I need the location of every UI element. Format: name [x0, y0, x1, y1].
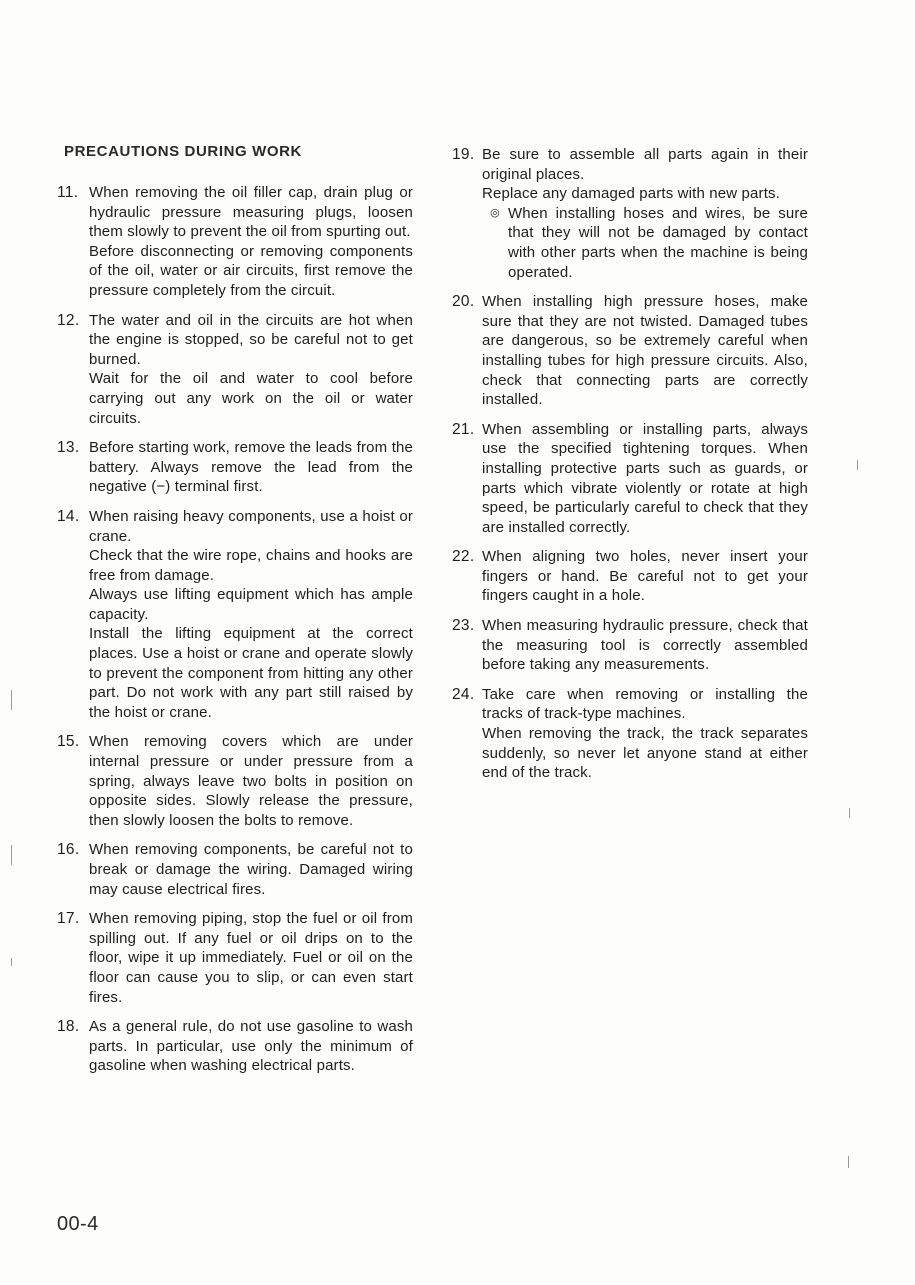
item-paragraph: When installing high pressure hoses, make sure that they are not twisted. Damaged tubes are dangerous, so be extremely careful when installing tubes for high pressure circuits. Also, check that connecting parts are correctly installed.: [482, 293, 808, 409]
item-number: 21.: [452, 420, 475, 438]
item-number: 22.: [452, 548, 475, 566]
item-paragraph: Be sure to assemble all parts again in their original places.: [482, 146, 808, 183]
list-item: [57, 840, 413, 899]
item-body: [482, 292, 808, 410]
item-paragraph: Install the lifting equipment at the correct places. Use a hoist or crane and operate slowly to prevent the component from hitting any other part. Do not work with any part still raised by the hoist or crane.: [89, 625, 413, 721]
item-paragraph: Take care when removing or installing the tracks of track-type machines.: [482, 685, 808, 723]
left-column: [57, 183, 413, 1086]
list-item: [452, 616, 808, 675]
right-column: [452, 145, 808, 793]
item-paragraph: Check that the wire rope, chains and hooks are free from damage.: [89, 547, 413, 584]
item-paragraph: Before starting work, remove the leads from the battery. Always remove the lead from the negative (−) terminal first.: [89, 439, 413, 496]
list-item: [57, 1017, 413, 1076]
item-body: [89, 840, 413, 899]
item-number: 12.: [57, 311, 80, 329]
item-number: 18.: [57, 1018, 80, 1036]
item-paragraph: When measuring hydraulic pressure, check that the measuring tool is correctly assembled before taking any measurements.: [482, 617, 808, 674]
item-body: [482, 420, 808, 538]
list-item: [57, 507, 413, 723]
scan-artifact: [857, 460, 858, 470]
list-item: [452, 685, 808, 783]
scan-artifact: [849, 808, 850, 818]
item-paragraph: When removing piping, stop the fuel or oil from spilling out. If any fuel or oil drips on to the floor, wipe it up immediately. Fuel or oil on the floor can cause you to slip, or can even start fires.: [89, 910, 413, 1006]
item-paragraph: When assembling or installing parts, always use the specified tightening torques. When installing protective parts such as guards, or parts which vibrate violently or rotate at high speed, be particularly careful to check that they are installed correctly.: [482, 420, 808, 536]
item-paragraph: When removing covers which are under internal pressure or under pressure from a spring, always leave two bolts in position on opposite sides. Slowly release the pressure, then slowly loosen the bolts to remove.: [89, 733, 413, 829]
item-paragraph: The water and oil in the circuits are hot when the engine is stopped, so be careful not to get burned.: [89, 311, 413, 368]
list-item: [452, 547, 808, 606]
item-paragraph: When removing the oil filler cap, drain plug or hydraulic pressure measuring plugs, loosen them slowly to prevent the oil from spurting out.: [89, 184, 413, 241]
bullet-text: When installing hoses and wires, be sure that they will not be damaged by contact with other parts when the machine is being operated.: [508, 204, 808, 281]
item-body: [89, 311, 413, 429]
item-paragraph: As a general rule, do not use gasoline to wash parts. In particular, use only the minimum of gasoline when washing electrical parts.: [89, 1018, 413, 1075]
item-paragraph: When raising heavy components, use a hoist or crane.: [89, 507, 413, 545]
item-number: 11.: [57, 184, 79, 201]
item-number: 13.: [57, 439, 80, 457]
item-number: 15.: [57, 733, 80, 751]
item-body: [482, 685, 808, 783]
item-body: [89, 909, 413, 1007]
item-body: [482, 145, 808, 282]
item-number: 17.: [57, 910, 80, 928]
item-paragraph: Replace any damaged parts with new parts.: [482, 185, 780, 203]
item-paragraph: Wait for the oil and water to cool before carrying out any work on the oil or water circuits.: [89, 370, 413, 427]
item-paragraph: Always use lifting equipment which has ample capacity.: [89, 586, 413, 623]
list-item: [452, 145, 808, 282]
item-paragraph: When removing components, be careful not to break or damage the wiring. Damaged wiring may cause electrical fires.: [89, 841, 413, 898]
item-number: 23.: [452, 617, 475, 635]
item-body: [89, 507, 413, 723]
item-number: 14.: [57, 507, 80, 525]
item-number: 20.: [452, 293, 475, 311]
item-body: [89, 732, 413, 830]
bullet-circle-icon: ◎: [490, 206, 500, 219]
item-number: 16.: [57, 841, 80, 859]
item-body: [89, 438, 413, 497]
list-item: [57, 311, 413, 429]
item-body: [89, 1017, 413, 1076]
list-item: [57, 438, 413, 497]
scan-artifact: [11, 958, 12, 966]
item-body: [482, 616, 808, 675]
list-item: [57, 183, 413, 301]
list-item: [452, 420, 808, 538]
scan-artifact: [11, 845, 12, 865]
list-item: [452, 292, 808, 410]
section-heading: PRECAUTIONS DURING WORK: [64, 143, 302, 160]
item-paragraph: Before disconnecting or removing components of the oil, water or air circuits, first remove the pressure completely from the circuit.: [89, 242, 413, 299]
scan-artifact: [11, 690, 12, 710]
page-number: 00-4: [57, 1213, 99, 1235]
list-item: [57, 732, 413, 830]
item-body: [482, 547, 808, 606]
item-paragraph: When removing the track, the track separates suddenly, so never let anyone stand at either end of the track.: [482, 725, 808, 782]
item-paragraph: When aligning two holes, never insert your fingers or hand. Be careful not to get your fingers caught in a hole.: [482, 548, 808, 605]
bullet-note: [482, 204, 808, 282]
item-body: [89, 183, 413, 301]
item-number: 24.: [452, 685, 475, 703]
scan-artifact: [848, 1156, 849, 1168]
list-item: [57, 909, 413, 1007]
item-number: 19.: [452, 146, 475, 163]
